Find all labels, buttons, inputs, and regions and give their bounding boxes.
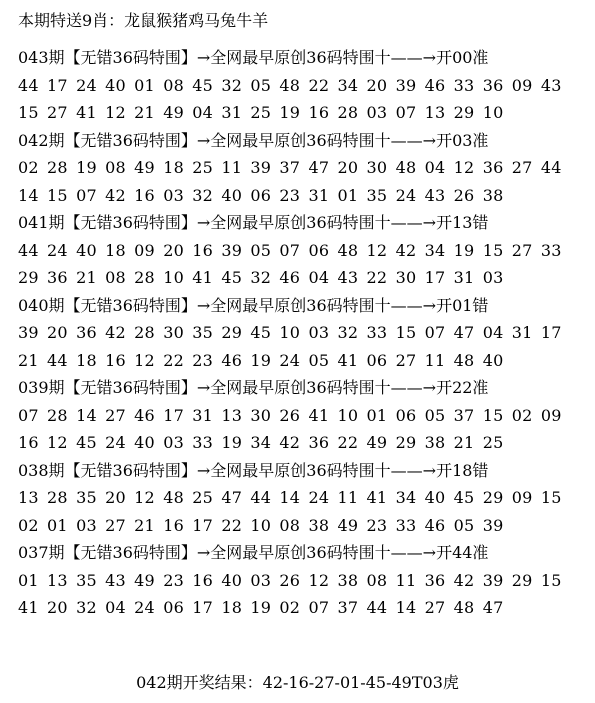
issue-title: 041期【无错36码特围】→全网最早原创36码特围十——→开13错 — [18, 213, 489, 232]
number-row-1: 02 28 19 08 49 18 25 11 39 37 47 20 30 48 04 12 36 27 44 — [18, 158, 562, 177]
number-row-2: 41 20 32 04 24 06 17 18 19 02 07 37 44 14 27 48 47 — [18, 598, 504, 617]
result-footer: 042期开奖结果：42-16-27-01-45-49T03虎 — [136, 673, 459, 692]
number-row-1: 13 28 35 20 12 48 25 47 44 14 24 11 41 34 40 45 29 09 15 — [18, 488, 562, 507]
issue-block-043 — [18, 44, 588, 127]
issue-block-037 — [18, 539, 588, 622]
number-row-2: 14 15 07 42 16 03 32 40 06 23 31 01 35 24 43 26 38 — [18, 185, 504, 205]
issue-block-042 — [18, 127, 588, 210]
issue-list — [18, 44, 588, 622]
issue-block-041 — [18, 209, 588, 292]
issue-title: 039期【无错36码特围】→全网最早原创36码特围十——→开22准 — [18, 378, 489, 397]
issue-title: 040期【无错36码特围】→全网最早原创36码特围十——→开01错 — [18, 295, 489, 315]
issue-title: 043期【无错36码特围】→全网最早原创36码特围十——→开00准 — [18, 48, 489, 67]
issue-block-038 — [18, 457, 588, 540]
number-row-2: 15 27 41 12 21 49 04 31 25 19 16 28 03 07 13 29 10 — [18, 103, 504, 122]
number-row-1: 44 24 40 18 09 20 16 39 05 07 06 48 12 42 34 19 15 27 33 — [18, 240, 562, 260]
number-row-1: 01 13 35 43 49 23 16 40 03 26 12 38 08 11 36 42 39 29 15 — [18, 570, 562, 590]
number-row-1: 44 17 24 40 01 08 45 32 05 48 22 34 20 39 46 33 36 09 43 — [18, 75, 562, 95]
issue-block-040 — [18, 292, 588, 375]
issue-title: 038期【无错36码特围】→全网最早原创36码特围十——→开18错 — [18, 460, 489, 480]
number-row-2: 29 36 21 08 28 10 41 45 32 46 04 43 22 30 17 31 03 — [18, 268, 504, 287]
header-text: 本期特送9肖：龙鼠猴猪鸡马兔牛羊 — [18, 11, 269, 30]
number-row-1: 07 28 14 27 46 17 31 13 30 26 41 10 01 06 05 37 15 02 09 — [18, 405, 562, 425]
number-row-2: 21 44 18 16 12 22 23 46 19 24 05 41 06 27 11 48 40 — [18, 350, 504, 370]
number-row-2: 02 01 03 27 21 16 17 22 10 08 38 49 23 33 46 05 39 — [18, 515, 504, 535]
issue-title: 037期【无错36码特围】→全网最早原创36码特围十——→开44准 — [18, 543, 489, 562]
issue-block-039 — [18, 374, 588, 457]
number-row-1: 39 20 36 42 28 30 35 29 45 10 03 32 33 15 07 47 04 31 17 — [18, 323, 562, 342]
issue-title: 042期【无错36码特围】→全网最早原创36码特围十——→开03准 — [18, 130, 489, 150]
number-row-2: 16 12 45 24 40 03 33 19 34 42 36 22 49 29 38 21 25 — [18, 433, 504, 452]
